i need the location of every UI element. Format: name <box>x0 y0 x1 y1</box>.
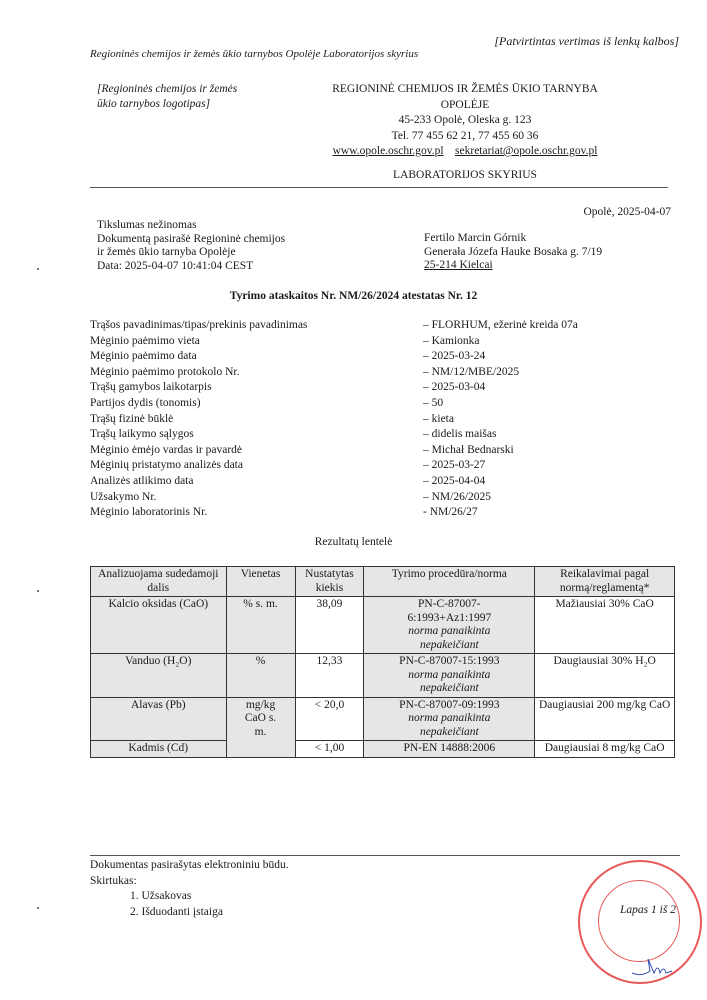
component-cell: Kalcio oksidas (CaO) <box>91 597 227 654</box>
signature-scribble-icon <box>630 955 675 980</box>
org-name: REGIONINĖ CHEMIJOS IR ŽEMĖS ŪKIO TARNYBA <box>332 83 598 95</box>
field-row <box>90 458 578 474</box>
org-city: OPOLĖJE <box>440 98 490 111</box>
field-row <box>90 427 578 443</box>
field-label: Mėginio paėmimo vieta <box>90 334 200 347</box>
procedure-text: PN-C-87007-6:1993+Az1:1997 <box>407 598 492 624</box>
procedure-cell: PN-EN 14888:2006 <box>364 741 535 758</box>
footer-block <box>90 858 289 920</box>
results-table <box>90 566 675 758</box>
procedure-text: PN-C-87007-15:1993 <box>399 655 500 667</box>
field-label: Mėginio paėmimo protokolo Nr. <box>90 365 240 378</box>
procedure-note: norma panaikinta nepakeičiant <box>408 668 491 694</box>
procedure-note: norma panaikinta nepakeičiant <box>408 625 491 651</box>
sample-fields <box>90 318 578 521</box>
procedure-cell <box>364 697 535 741</box>
requirement-cell: Daugiausiai 200 mg/kg CaO <box>535 697 675 741</box>
table-header-row <box>91 567 675 597</box>
org-header <box>300 82 630 183</box>
field-label: Trąšos pavadinimas/tipas/prekinis pavadinimas <box>90 319 308 331</box>
table-row <box>91 654 675 698</box>
column-header: Analizuojama sudedamoji dalis <box>91 567 227 597</box>
signature-line: Dokumentą pasirašė Regioninė chemijos <box>97 232 286 245</box>
procedure-cell <box>364 654 535 698</box>
procedure-note: norma panaikinta nepakeičiant <box>408 712 491 738</box>
department-line: Regioninės chemijos ir žemės ūkio tarnybos Opolėje Laboratorijos skyrius <box>90 48 419 60</box>
requirement-cell: Daugiausiai 8 mg/kg CaO <box>535 741 675 758</box>
field-value: – kieta <box>423 412 454 425</box>
scan-mark <box>37 268 39 270</box>
field-value: – 50 <box>423 396 444 409</box>
distribution-item: 2. Išduodanti įstaiga <box>130 905 223 918</box>
table-row <box>91 697 675 741</box>
field-value: – Michał Bednarski <box>423 443 514 456</box>
field-label: Mėginio ėmėjo vardas ir pavardė <box>90 443 242 456</box>
place-date: Opolė, 2025-04-07 <box>583 206 671 218</box>
unit-cell: % <box>226 654 295 698</box>
field-value: – NM/26/2025 <box>423 490 492 503</box>
unit-text: mg/kg CaO s. m. <box>244 698 277 738</box>
stamp-inner-ring <box>598 880 680 962</box>
footer-divider <box>90 855 680 856</box>
signed-note: Dokumentas pasirašytas elektroniniu būdu. <box>90 859 289 871</box>
scan-mark <box>37 907 39 909</box>
field-label: Partijos dydis (tonomis) <box>90 396 201 409</box>
distribution-label: Skirtukas: <box>90 874 137 887</box>
field-label: Mėginių pristatymo analizės data <box>90 459 243 472</box>
field-value: - NM/26/27 <box>423 506 478 519</box>
procedure-text: PN-C-87007-09:1993 <box>399 698 500 711</box>
component-cell: Alavas (Pb) <box>91 697 227 741</box>
field-value: – NM/12/MBE/2025 <box>423 365 520 378</box>
field-label: Trąšų gamybos laikotarpis <box>90 381 212 394</box>
website-link[interactable]: www.opole.oschr.gov.pl <box>332 145 444 157</box>
field-label: Trąšų fizinė būklė <box>90 412 174 425</box>
field-row <box>90 412 578 428</box>
org-phone: Tel. 77 455 62 21, 77 455 60 36 <box>391 129 539 142</box>
field-row <box>90 380 578 396</box>
signature-line: Tikslumas nežinomas <box>97 219 197 231</box>
unit-cell <box>226 697 295 757</box>
requirement-cell: Mažiausiai 30% CaO <box>535 597 675 654</box>
field-row <box>90 396 578 412</box>
requirement-cell: Daugiausiai 30% H₂O <box>535 654 675 698</box>
amount-cell: 38,09 <box>295 597 364 654</box>
field-row <box>90 349 578 365</box>
signature-line: Data: 2025-04-07 10:41:04 CEST <box>97 259 254 272</box>
table-row <box>91 741 675 758</box>
translation-note: [Patvirtintas vertimas iš lenkų kalbos] <box>494 34 679 48</box>
unit-cell: % s. m. <box>226 597 295 654</box>
amount-cell: < 20,0 <box>295 697 364 741</box>
column-header: Tyrimo procedūra/norma <box>364 567 535 597</box>
field-label: Mėginio laboratorinis Nr. <box>90 506 208 519</box>
field-value: – 2025-03-24 <box>423 350 486 363</box>
distribution-item: 1. Užsakovas <box>130 890 192 902</box>
field-label: Užsakymo Nr. <box>90 490 157 503</box>
recipient-name: Fertilo Marcin Górnik <box>424 232 527 244</box>
field-row <box>90 490 578 506</box>
report-title: Tyrimo ataskaitos Nr. NM/26/2024 atestatas Nr. 12 <box>229 290 478 302</box>
field-row <box>90 365 578 381</box>
scan-mark <box>37 590 39 592</box>
amount-cell: < 1,00 <box>295 741 364 758</box>
component-cell: Kadmis (Cd) <box>91 741 227 758</box>
column-header: Nustatytas kiekis <box>295 567 364 597</box>
page-number: Lapas 1 iš 2 <box>620 904 676 916</box>
field-row <box>90 474 578 490</box>
field-value: – didelis maišas <box>423 428 497 441</box>
field-value: – 2025-04-04 <box>423 474 486 487</box>
table-caption: Rezultatų lentelė <box>314 536 393 548</box>
field-row <box>90 505 578 521</box>
field-row <box>90 334 578 350</box>
department-title: LABORATORIJOS SKYRIUS <box>393 168 537 181</box>
component-cell: Vanduo (H₂O) <box>91 654 227 698</box>
field-label: Analizės atlikimo data <box>90 474 194 487</box>
column-header: Reikalavimai pagal normą/reglamentą* <box>535 567 675 597</box>
signature-line: ir žemės ūkio tarnyba Opolėje <box>97 246 236 258</box>
email-link[interactable]: sekretariat@opole.oschr.gov.pl <box>455 145 598 157</box>
logo-text: ūkio tarnybos logotipas] <box>97 98 211 110</box>
logo-placeholder <box>97 82 237 112</box>
amount-cell: 12,33 <box>295 654 364 698</box>
field-row <box>90 443 578 459</box>
divider <box>90 187 668 188</box>
field-label: Mėginio paėmimo data <box>90 350 197 363</box>
table-row <box>91 597 675 654</box>
field-value: – Kamionka <box>423 334 480 347</box>
field-value: – 2025-03-04 <box>423 381 486 394</box>
recipient-street: Generała Józefa Hauke Bosaka g. 7/19 <box>424 245 603 258</box>
signature-block <box>97 219 285 273</box>
column-header: Vienetas <box>226 567 295 597</box>
org-address: 45-233 Opolė, Oleska g. 123 <box>398 114 532 126</box>
field-value: – FLORHUM, ežerinė kreida 07a <box>423 319 578 331</box>
field-label: Trąšų laikymo sąlygos <box>90 428 194 441</box>
logo-text: [Regioninės chemijos ir žemės <box>97 83 238 95</box>
field-row <box>90 318 578 334</box>
recipient-city: 25-214 Kielcai <box>424 259 493 271</box>
recipient-block <box>424 232 602 273</box>
field-value: – 2025-03-27 <box>423 459 486 472</box>
procedure-cell <box>364 597 535 654</box>
